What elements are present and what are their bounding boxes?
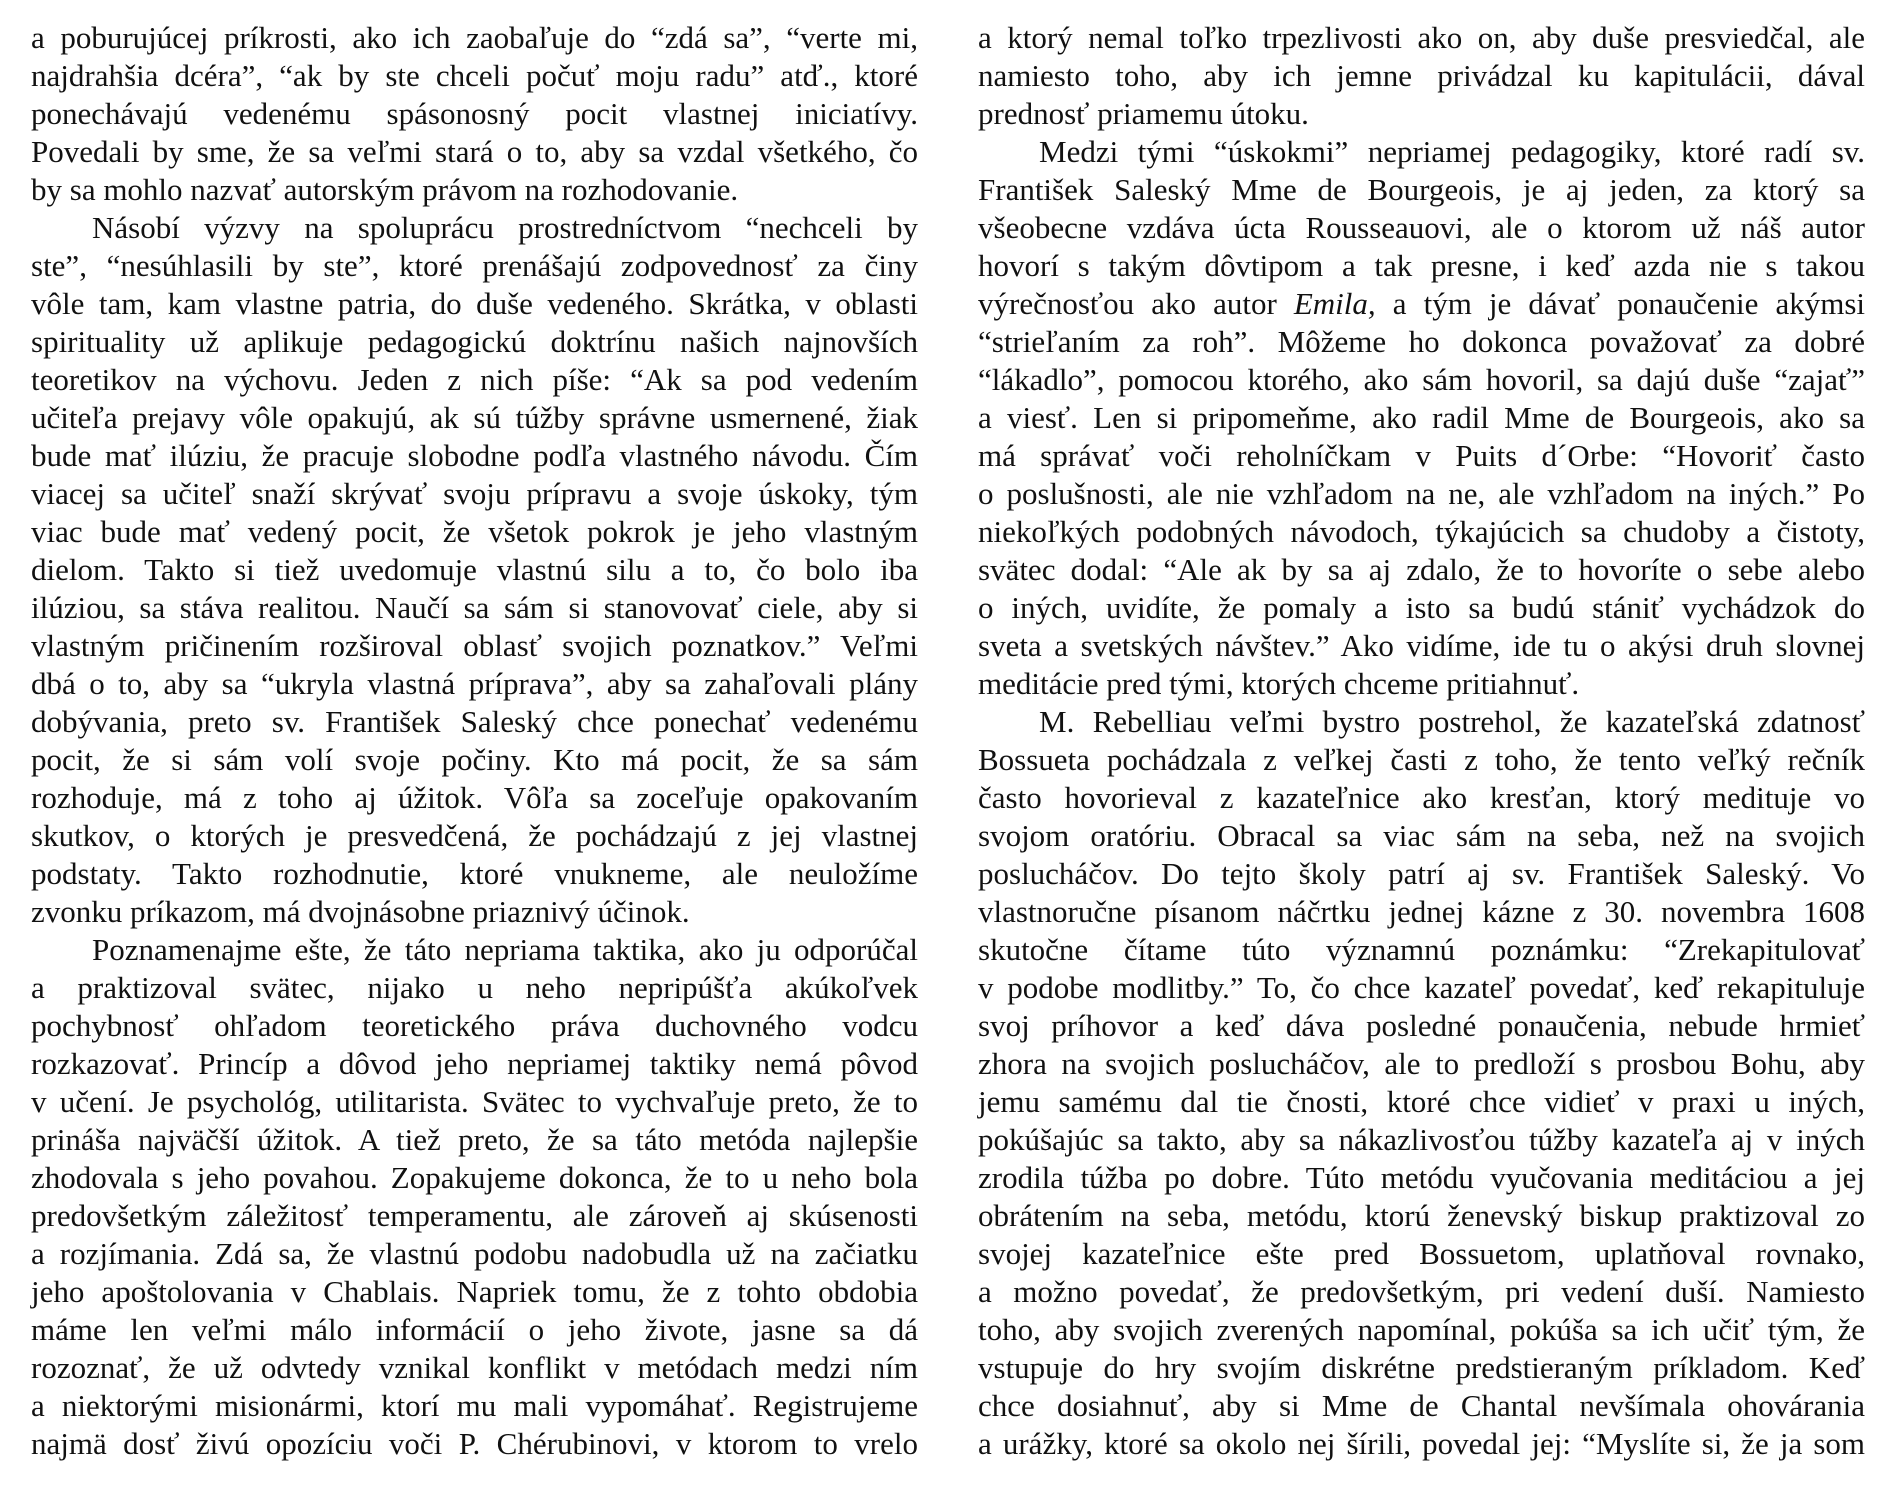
text-line: rozkazovať. Princíp a dôvod jeho nepriamej taktiky nemá pôvod bbox=[31, 1046, 918, 1081]
text-line: najmä dosť živú opozíciu voči P. Chérubinovi, v ktorom to vrelo bbox=[31, 1426, 918, 1461]
text-line: poslucháčov. Do tejto školy patrí aj sv. František Saleský. Vo bbox=[978, 856, 1865, 891]
text-line: a praktizoval svätec, nijako u neho nepripúšťa akúkoľvek bbox=[31, 970, 918, 1005]
text-line: pocit, že si sám volí svoje počiny. Kto má pocit, že sa sám bbox=[31, 742, 918, 777]
text-line: a viesť. Len si pripomeňme, ako radil Mme de Bourgeois, ako sa bbox=[978, 400, 1865, 435]
italic-book-title: Emila, bbox=[1293, 286, 1376, 321]
text-line: toho, aby svojich zverených napomínal, pokúša sa ich učiť tým, že bbox=[978, 1312, 1865, 1347]
text-line: M. Rebelliau veľmi bystro postrehol, že kazateľská zdatnosť bbox=[1039, 704, 1865, 739]
text-line: Medzi tými “úskokmi” nepriamej pedagogiky, ktoré radí sv. bbox=[1039, 134, 1865, 169]
text-line: viac bude mať vedený pocit, že všetok pokrok je jeho vlastným bbox=[31, 514, 918, 549]
text-line: rozoznať, že už odvtedy vznikal konflikt v metódach medzi ním bbox=[31, 1350, 918, 1385]
text-line: jeho apoštolovania v Chablais. Napriek tomu, že z tohto obdobia bbox=[31, 1274, 918, 1309]
text-line: a niektorými misionármi, ktorí mu mali vypomáhať. Registrujeme bbox=[31, 1388, 918, 1423]
text-line: zhodovala s jeho povahou. Zopakujeme dokonca, že to u neho bola bbox=[31, 1160, 918, 1195]
left-text-column bbox=[31, 19, 918, 1463]
text-line: rozhoduje, má z toho aj úžitok. Vôľa sa zoceľuje opakovaním bbox=[31, 780, 918, 815]
text-line: a urážky, ktoré sa okolo nej šírili, povedal jej: “Myslíte si, že ja som bbox=[978, 1426, 1865, 1461]
text-line: najdrahšia dcéra”, “ak by ste chceli počuť moju radu” atď., ktoré bbox=[31, 58, 918, 93]
text-line: Bossueta pochádzala z veľkej časti z toho, že tento veľký rečník bbox=[978, 742, 1865, 777]
text-run: výrečnosťou ako autor bbox=[978, 286, 1294, 321]
text-line: ponechávajú vedenému spásonosný pocit vlastnej iniciatívy. bbox=[31, 96, 918, 131]
text-line: prináša najväčší úžitok. A tiež preto, že sa táto metóda najlepšie bbox=[31, 1122, 918, 1157]
text-line: v učení. Je psychológ, utilitarista. Svätec to vychvaľuje preto, že to bbox=[31, 1084, 918, 1119]
text-line: zvonku príkazom, má dvojnásobne priaznivý účinok. bbox=[31, 894, 690, 929]
text-line: hovorí s takým dôvtipom a tak presne, i keď azda nie s takou bbox=[978, 248, 1865, 283]
text-line: vlastnoručne písanom náčrtku jednej kázne z 30. novembra 1608 bbox=[978, 894, 1865, 929]
text-line: dbá o to, aby sa “ukryla vlastná príprava”, aby sa zahaľovali plány bbox=[31, 666, 918, 701]
text-line: František Saleský Mme de Bourgeois, je aj jeden, za ktorý sa bbox=[978, 172, 1865, 207]
text-line: a možno povedať, že predovšetkým, pri vedení duší. Namiesto bbox=[978, 1274, 1865, 1309]
text-line: “lákadlo”, pomocou ktorého, ako sám hovoril, sa dajú duše “zajať” bbox=[978, 362, 1865, 397]
text-line: všeobecne vzdáva úcta Rousseauovi, ale o ktorom už náš autor bbox=[978, 210, 1865, 245]
text-line: predovšetkým záležitosť temperamentu, ale zároveň aj skúsenosti bbox=[31, 1198, 918, 1233]
text-line: teoretikov na výchovu. Jeden z nich píše: “Ak sa pod vedením bbox=[31, 362, 918, 397]
text-line: by sa mohlo nazvať autorským právom na rozhodovanie. bbox=[31, 172, 739, 207]
text-line: svoj príhovor a keď dáva posledné ponaučenia, nebude hrmieť bbox=[978, 1008, 1865, 1043]
text-line: často hovorieval z kazateľnice ako kresťan, ktorý medituje vo bbox=[978, 780, 1865, 815]
text-line: o poslušnosti, ale nie vzhľadom na ne, ale vzhľadom na iných.” Po bbox=[978, 476, 1865, 511]
text-line: podstaty. Takto rozhodnutie, ktoré vnukneme, ale neuložíme bbox=[31, 856, 918, 891]
text-line: obrátením na seba, metódu, ktorú ženevský biskup praktizoval zo bbox=[978, 1198, 1865, 1233]
text-line: o iných, uvidíte, že pomaly a isto sa budú stániť vychádzok do bbox=[978, 590, 1865, 625]
text-line: chce dosiahnuť, aby si Mme de Chantal nevšímala ohovárania bbox=[978, 1388, 1865, 1423]
text-line: dobývania, preto sv. František Saleský chce ponechať vedenému bbox=[31, 704, 918, 739]
text-line: pokúšajúc sa takto, aby sa nákazlivosťou túžby kazateľa aj v iných bbox=[978, 1122, 1865, 1157]
text-line bbox=[978, 285, 1865, 323]
text-line: ilúziou, sa stáva realitou. Naučí sa sám si stanovovať ciele, aby si bbox=[31, 590, 918, 625]
text-line: vlastným pričinením rozširoval oblasť svojich poznatkov.” Veľmi bbox=[31, 628, 918, 663]
text-line: Poznamenajme ešte, že táto nepriama taktika, ako ju odporúčal bbox=[92, 932, 918, 967]
text-line: jemu samému dal tie čnosti, ktoré chce vidieť v praxi u iných, bbox=[978, 1084, 1865, 1119]
text-line: má správať voči reholníčkam v Puits d´Orbe: “Hovoriť často bbox=[978, 438, 1865, 473]
text-line: a ktorý nemal toľko trpezlivosti ako on, aby duše presviedčal, ale bbox=[978, 20, 1865, 55]
text-line: skutkov, o ktorých je presvedčená, že pochádzajú z jej vlastnej bbox=[31, 818, 918, 853]
text-line: Násobí výzvy na spoluprácu prostredníctvom “nechceli by bbox=[92, 210, 918, 245]
text-run: a tým je dávať ponaučenie akýmsi bbox=[1375, 286, 1865, 321]
right-text-column bbox=[978, 19, 1865, 1463]
text-line: pochybnosť ohľadom teoretického práva duchovného vodcu bbox=[31, 1008, 918, 1043]
text-line: v podobe modlitby.” To, čo chce kazateľ povedať, keď rekapituluje bbox=[978, 970, 1865, 1005]
text-line: svojom oratóriu. Obracal sa viac sám na seba, než na svojich bbox=[978, 818, 1865, 853]
text-line: svätec dodal: “Ale ak by sa aj zdalo, že to hovoríte o sebe alebo bbox=[978, 552, 1865, 587]
text-line: niekoľkých podobných návodoch, týkajúcich sa chudoby a čistoty, bbox=[978, 514, 1865, 549]
text-line: sveta a svetských návštev.” Ako vidíme, ide tu o akýsi druh slovnej bbox=[978, 628, 1865, 663]
text-line: “strieľaním za roh”. Môžeme ho dokonca považovať za dobré bbox=[978, 324, 1865, 359]
text-line: zrodila túžba po dobre. Túto metódu vyučovania meditáciou a jej bbox=[978, 1160, 1865, 1195]
text-line: vôle tam, kam vlastne patria, do duše vedeného. Skrátka, v oblasti bbox=[31, 286, 918, 321]
text-line: svojej kazateľnice ešte pred Bossuetom, uplatňoval rovnako, bbox=[978, 1236, 1865, 1271]
text-line: a rozjímania. Zdá sa, že vlastnú podobu nadobudla už na začiatku bbox=[31, 1236, 918, 1271]
text-line: učiteľa prejavy vôle opakujú, ak sú túžby správne usmernené, žiak bbox=[31, 400, 918, 435]
text-line: prednosť priamemu útoku. bbox=[978, 96, 1309, 131]
text-line: namiesto toho, aby ich jemne privádzal ku kapitulácii, dával bbox=[978, 58, 1865, 93]
text-line: meditácie pred tými, ktorých chceme pritiahnuť. bbox=[978, 666, 1580, 701]
text-line: viacej sa učiteľ snaží skrývať svoju prípravu a svoje úskoky, tým bbox=[31, 476, 918, 511]
text-line: bude mať ilúziu, že pracuje slobodne podľa vlastného návodu. Čím bbox=[31, 438, 918, 473]
text-line: ste”, “nesúhlasili by ste”, ktoré prenášajú zodpovednosť za činy bbox=[31, 248, 918, 283]
text-line: spirituality už aplikuje pedagogickú doktrínu našich najnovších bbox=[31, 324, 918, 359]
text-line: a poburujúcej príkrosti, ako ich zaobaľuje do “zdá sa”, “verte mi, bbox=[31, 20, 918, 55]
text-line: skutočne čítame túto významnú poznámku: “Zrekapitulovať bbox=[978, 932, 1865, 967]
text-line: vstupuje do hry svojím diskrétne predstieraným príkladom. Keď bbox=[978, 1350, 1865, 1385]
text-line: dielom. Takto si tiež uvedomuje vlastnú silu a to, čo bolo iba bbox=[31, 552, 918, 587]
text-line: máme len veľmi málo informácií o jeho živote, jasne sa dá bbox=[31, 1312, 918, 1347]
text-line: zhora na svojich poslucháčov, ale to predloží s prosbou Bohu, aby bbox=[978, 1046, 1865, 1081]
text-line: Povedali by sme, že sa veľmi stará o to, aby sa vzdal všetkého, čo bbox=[31, 134, 918, 169]
